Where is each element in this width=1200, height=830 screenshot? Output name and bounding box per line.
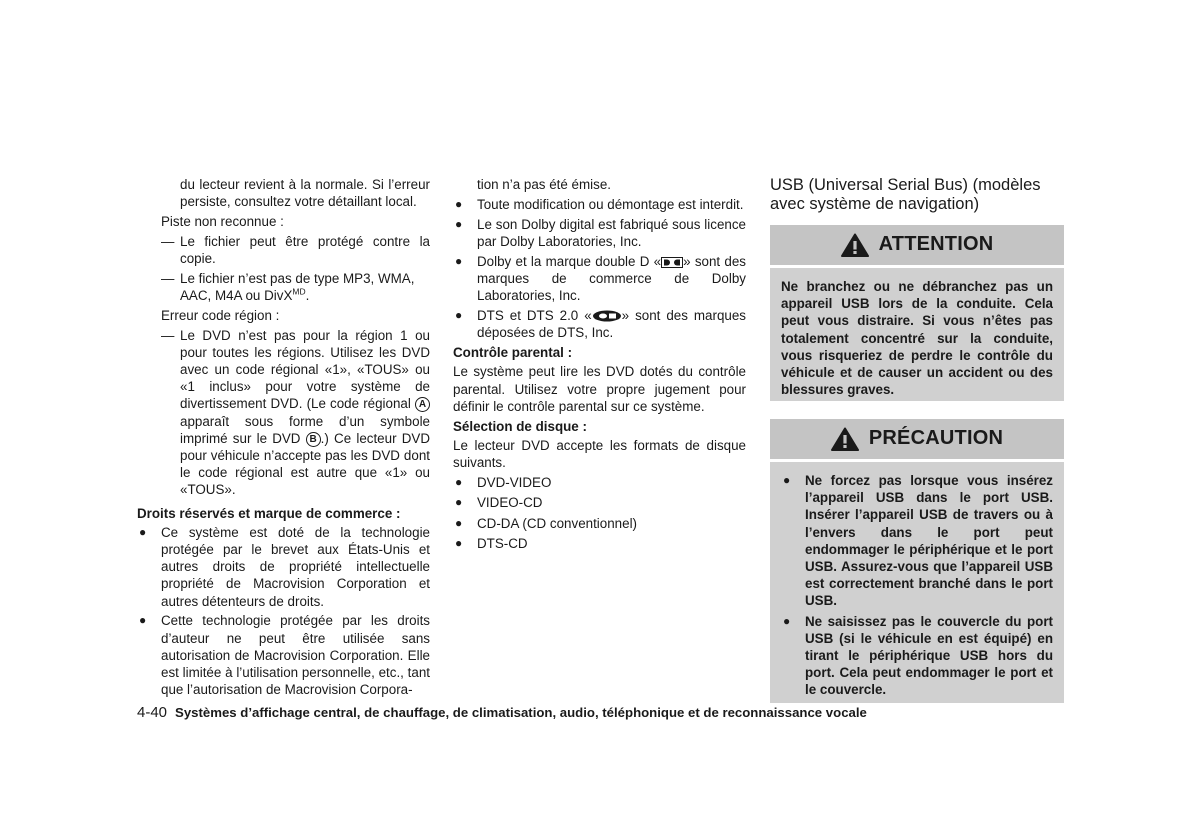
format-item: ● CD-DA (CD conventionnel) (455, 515, 638, 531)
dts-logo-icon (592, 310, 622, 322)
precaution-header (770, 419, 1064, 462)
format-item: ● DVD-VIDEO (455, 475, 552, 491)
attention-header (770, 225, 1064, 268)
bullet-icon: ● (455, 253, 463, 268)
rights-item-2: ● Cette technologie protégée par les droits d’auteur ne peut être utilisée sans autorisation de Macrovision Corporation. Elle est limitée à l’utilisation personnelle, etc., tant que l’autorisation de Macrovision Corpora- (139, 613, 430, 698)
bullet-icon: ● (139, 524, 147, 539)
bullet-icon: ● (455, 535, 463, 550)
parental-text: Le système peut lire les DVD dotés du contrôle parental. Utilisez votre propre jugement pour définir le contrôle parental sur ce système. (453, 364, 746, 414)
bullet-icon: ● (455, 495, 463, 510)
error-continuation-text: du lecteur revient à la normale. Si l’erreur persiste, consultez votre détaillant local. (180, 177, 430, 210)
trademark-item-3: ● Dolby et la marque double D « » sont des marques de commerce de Dolby Laboratories, Inc. (455, 253, 746, 303)
attention-text: Ne branchez ou ne débranchez pas un appareil USB lors de la conduite. Cela peut vous distraire. Si vous n’êtes pas totalement concentré sur la conduite, vous risqueriez de perdre le contrôle du véhicule et de causer un accident ou des blessures graves. (781, 279, 1053, 398)
trademark-item-2: ● Le son Dolby digital est fabriqué sous licence par Dolby Laboratories, Inc. (455, 216, 746, 249)
circled-letter-b: B (306, 432, 321, 447)
piste-label: Piste non reconnue : (161, 214, 284, 229)
warning-triangle-icon (831, 427, 859, 451)
disc-text: Le lecteur DVD accepte les formats de disque suivants. (453, 438, 746, 471)
bullet-icon: ● (139, 613, 147, 628)
page-footer (137, 704, 867, 721)
dash-bullet: — (161, 270, 175, 286)
piste-item-1: — Le fichier peut être protégé contre la copie. (161, 233, 430, 266)
warning-triangle-icon (841, 233, 869, 257)
bullet-icon: ● (455, 216, 463, 231)
precaution-body (770, 462, 1064, 710)
rights-item-1: ● Ce système est doté de la technologie protégée par le brevet aux États-Unis et autres droits de propriété intellectuelle propriété de Macrovision Corporation et autres détenteurs de droits. (139, 524, 430, 609)
dash-bullet: — (161, 327, 175, 343)
page-number: 4-40 (137, 704, 168, 721)
attention-box (770, 225, 1064, 401)
parental-heading: Contrôle parental : (453, 345, 573, 361)
precaution-box (770, 419, 1064, 703)
bullet-icon: ● (455, 307, 463, 322)
bullet-icon: ● (783, 613, 791, 628)
region-label: Erreur code région : (161, 307, 280, 323)
attention-title: ATTENTION (878, 233, 994, 256)
bullet-icon: ● (455, 475, 463, 490)
format-item: ● DTS-CD (455, 535, 528, 551)
column-1 (137, 176, 430, 701)
precaution-item-1: ● Ne forcez pas lorsque vous insérez l’appareil USB dans le port USB. Insérer l’appareil USB de travers ou à l’envers dans le port peut endommager le périphérique et le port USB. Assurez-vous que l’appareil USB est correctement branché dans le port USB. (783, 473, 1053, 609)
usb-section-title: USB (Universal Serial Bus) (modèles avec système de navigation) (770, 176, 1041, 213)
piste-item-2: — Le fichier n’est pas de type MP3, WMA, AAC, M4A ou DivX$^{MD}$. (161, 270, 415, 303)
trademark-item-1: ● Toute modification ou démontage est interdit. (455, 196, 744, 212)
divx-trademark: MD (292, 286, 306, 297)
rights-heading: Droits réservés et marque de commerce : (137, 505, 401, 521)
column-2 (453, 176, 746, 555)
bullet-icon: ● (455, 196, 463, 211)
rights-continuation-text: tion n’a pas été émise. (477, 177, 611, 192)
region-item: — Le DVD n’est pas pour la région 1 ou pour toutes les régions. Utilisez les DVD avec un code régional «1», «TOUS» ou «1 inclus» pour votre système de divertissement DVD. (Le code régional A apparaît sous forme d’un symbole imprimé sur le DVD B .) Ce lecteur DVD pour véhicule n’accepte pas les DVD dont le code régional est autre que «1» ou «TOUS». (161, 327, 430, 498)
section-title: Systèmes d’affichage central, de chauffage, de climatisation, audio, téléphonique et de reconnaissance vocale (175, 705, 867, 720)
precaution-item-2: ● Ne saisissez pas le couvercle du port USB (si le véhicule en est équipé) en tirant le périphérique USB hors du port. Cela peut endommager le port et le couvercle. (783, 613, 1053, 698)
format-item: ● VIDEO-CD (455, 495, 543, 511)
bullet-icon: ● (455, 515, 463, 530)
dash-bullet: — (161, 233, 175, 249)
dolby-logo-icon (661, 257, 683, 268)
trademark-item-4: ● DTS et DTS 2.0 « » sont des marques déposées de DTS, Inc. (455, 307, 746, 340)
bullet-icon: ● (783, 473, 791, 487)
column-3 (770, 176, 1064, 703)
precaution-title: PRÉCAUTION (868, 427, 1004, 450)
disc-heading: Sélection de disque : (453, 419, 587, 435)
circled-letter-a: A (415, 397, 430, 412)
